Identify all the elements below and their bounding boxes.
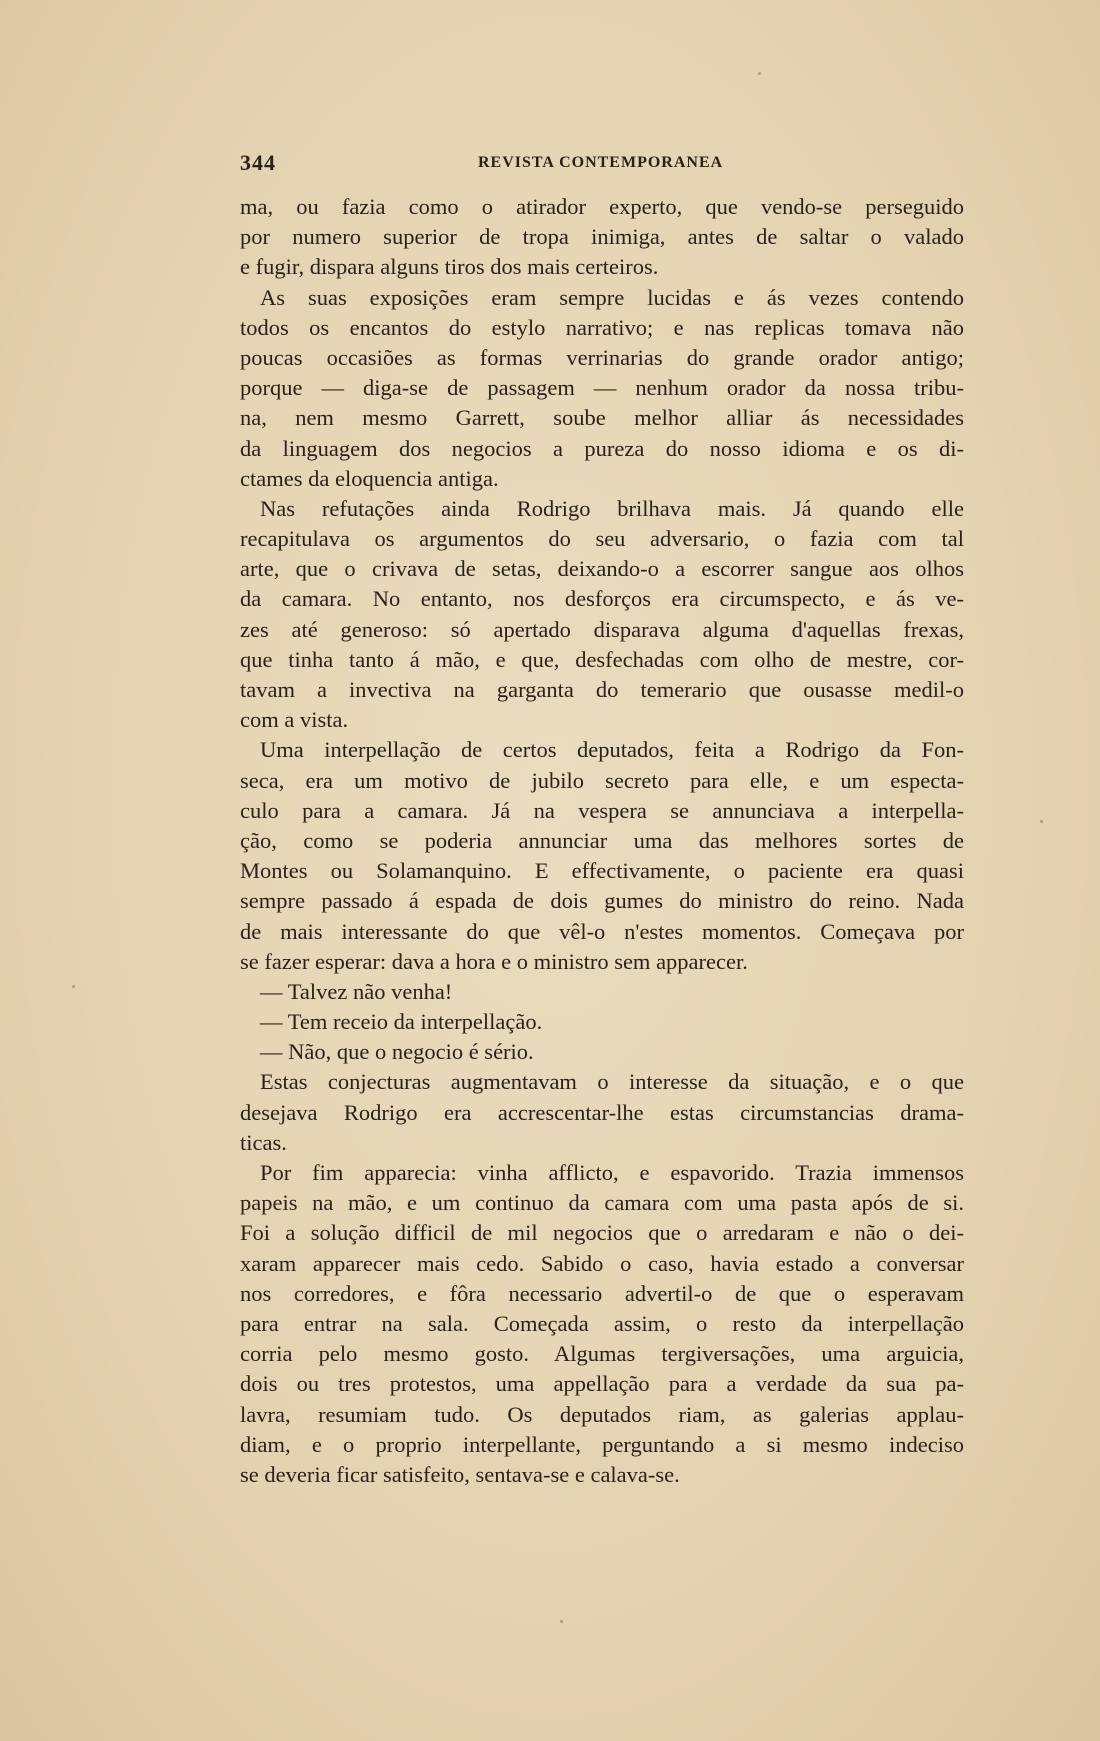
text-line: As suas exposições eram sempre lucidas e ás vezes contendo (260, 284, 964, 310)
text-line: diam, e o proprio interpellante, perguntando a si mesmo indeciso (240, 1431, 964, 1457)
text-line: — Não, que o negocio é sério. (260, 1039, 534, 1065)
text-line: nos corredores, e fôra necessario advertil-o de que o esperavam (240, 1280, 964, 1306)
text-line: — Tem receio da interpellação. (260, 1009, 543, 1035)
text-line: xaram apparecer mais cedo. Sabido o caso, havia estado a conversar (240, 1250, 964, 1276)
paper-speck (72, 985, 75, 988)
text-line: Nas refutações ainda Rodrigo brilhava mais. Já quando elle (260, 495, 964, 521)
text-line: Foi a solução difficil de mil negocios que o arredaram e não o dei- (240, 1220, 964, 1246)
running-title: REVISTA CONTEMPORANEA (478, 154, 724, 171)
text-line: desejava Rodrigo era accrescentar-lhe estas circumstancias drama- (240, 1099, 964, 1125)
text-line: arte, que o crivava de setas, deixando-o a escorrer sangue aos olhos (240, 556, 964, 582)
text-line: de mais interessante do que vêl-o n'estes momentos. Começava por (240, 918, 964, 944)
text-line: da camara. No entanto, nos desforços era circumspecto, e ás ve- (240, 586, 964, 612)
text-line: papeis na mão, e um continuo da camara com uma pasta após de si. (240, 1190, 964, 1216)
paper-speck (1040, 820, 1043, 823)
text-line: Por fim apparecia: vinha afflicto, e espavorido. Trazia immensos (260, 1160, 964, 1185)
text-line: lavra, resumiam tudo. Os deputados riam, as galerias applau- (240, 1401, 964, 1427)
page-header (240, 150, 968, 180)
text-line: para entrar na sala. Começada assim, o resto da interpellação (240, 1310, 964, 1336)
text-line: seca, era um motivo de jubilo secreto para elle, e um especta- (240, 767, 964, 793)
text-line: todos os encantos do estylo narrativo; e nas replicas tomava não (240, 314, 964, 340)
text-line: porque — diga-se de passagem — nenhum orador da nossa tribu- (240, 375, 964, 401)
text-line: se deveria ficar satisfeito, sentava-se e calava-se. (240, 1461, 680, 1487)
text-line: zes até generoso: só apertado disparava alguma d'aquellas frexas, (240, 616, 964, 642)
text-line: Estas conjecturas augmentavam o interesse da situação, e o que (260, 1069, 964, 1095)
text-line: culo para a camara. Já na vespera se annunciava a interpella- (240, 797, 964, 823)
text-line: ma, ou fazia como o atirador experto, que vendo-se perseguido (240, 194, 964, 219)
page-number: 344 (240, 150, 276, 175)
body-text (240, 192, 964, 1490)
text-line: sempre passado á espada de dois gumes do ministro do reino. Nada (240, 888, 964, 914)
paper-speck (560, 1620, 563, 1623)
text-line: por numero superior de tropa inimiga, antes de saltar o valado (240, 224, 964, 250)
text-line: na, nem mesmo Garrett, soube melhor alliar ás necessidades (240, 405, 964, 431)
paper-speck (758, 72, 761, 75)
text-line: com a vista. (240, 707, 349, 733)
text-line: tavam a invectiva na garganta do temerario que ousasse medil-o (240, 677, 964, 702)
text-line: Montes ou Solamanquino. E effectivamente, o paciente era quasi (240, 858, 964, 884)
text-line: recapitulava os argumentos do seu adversario, o fazia com tal (240, 526, 964, 552)
text-line: se fazer esperar: dava a hora e o ministro sem apparecer. (240, 948, 748, 974)
text-line: da linguagem dos negocios a pureza do nosso idioma e os di- (240, 435, 964, 461)
text-line: ctames da eloquencia antiga. (240, 465, 499, 491)
text-line: corria pelo mesmo gosto. Algumas tergiversações, uma arguicia, (240, 1341, 964, 1367)
text-line: que tinha tanto á mão, e que, desfechadas com olho de mestre, cor- (240, 646, 964, 672)
text-line: Uma interpellação de certos deputados, feita a Rodrigo da Fon- (260, 737, 964, 763)
text-line: ticas. (240, 1129, 287, 1155)
text-line: poucas occasiões as formas verrinarias do grande orador antigo; (240, 344, 964, 370)
text-line: ção, como se poderia annunciar uma das melhores sortes de (240, 827, 964, 853)
text-line: dois ou tres protestos, uma appellação para a verdade da sua pa- (240, 1371, 964, 1397)
text-line: e fugir, dispara alguns tiros dos mais certeiros. (240, 254, 659, 280)
text-line: — Talvez não venha! (260, 978, 453, 1004)
